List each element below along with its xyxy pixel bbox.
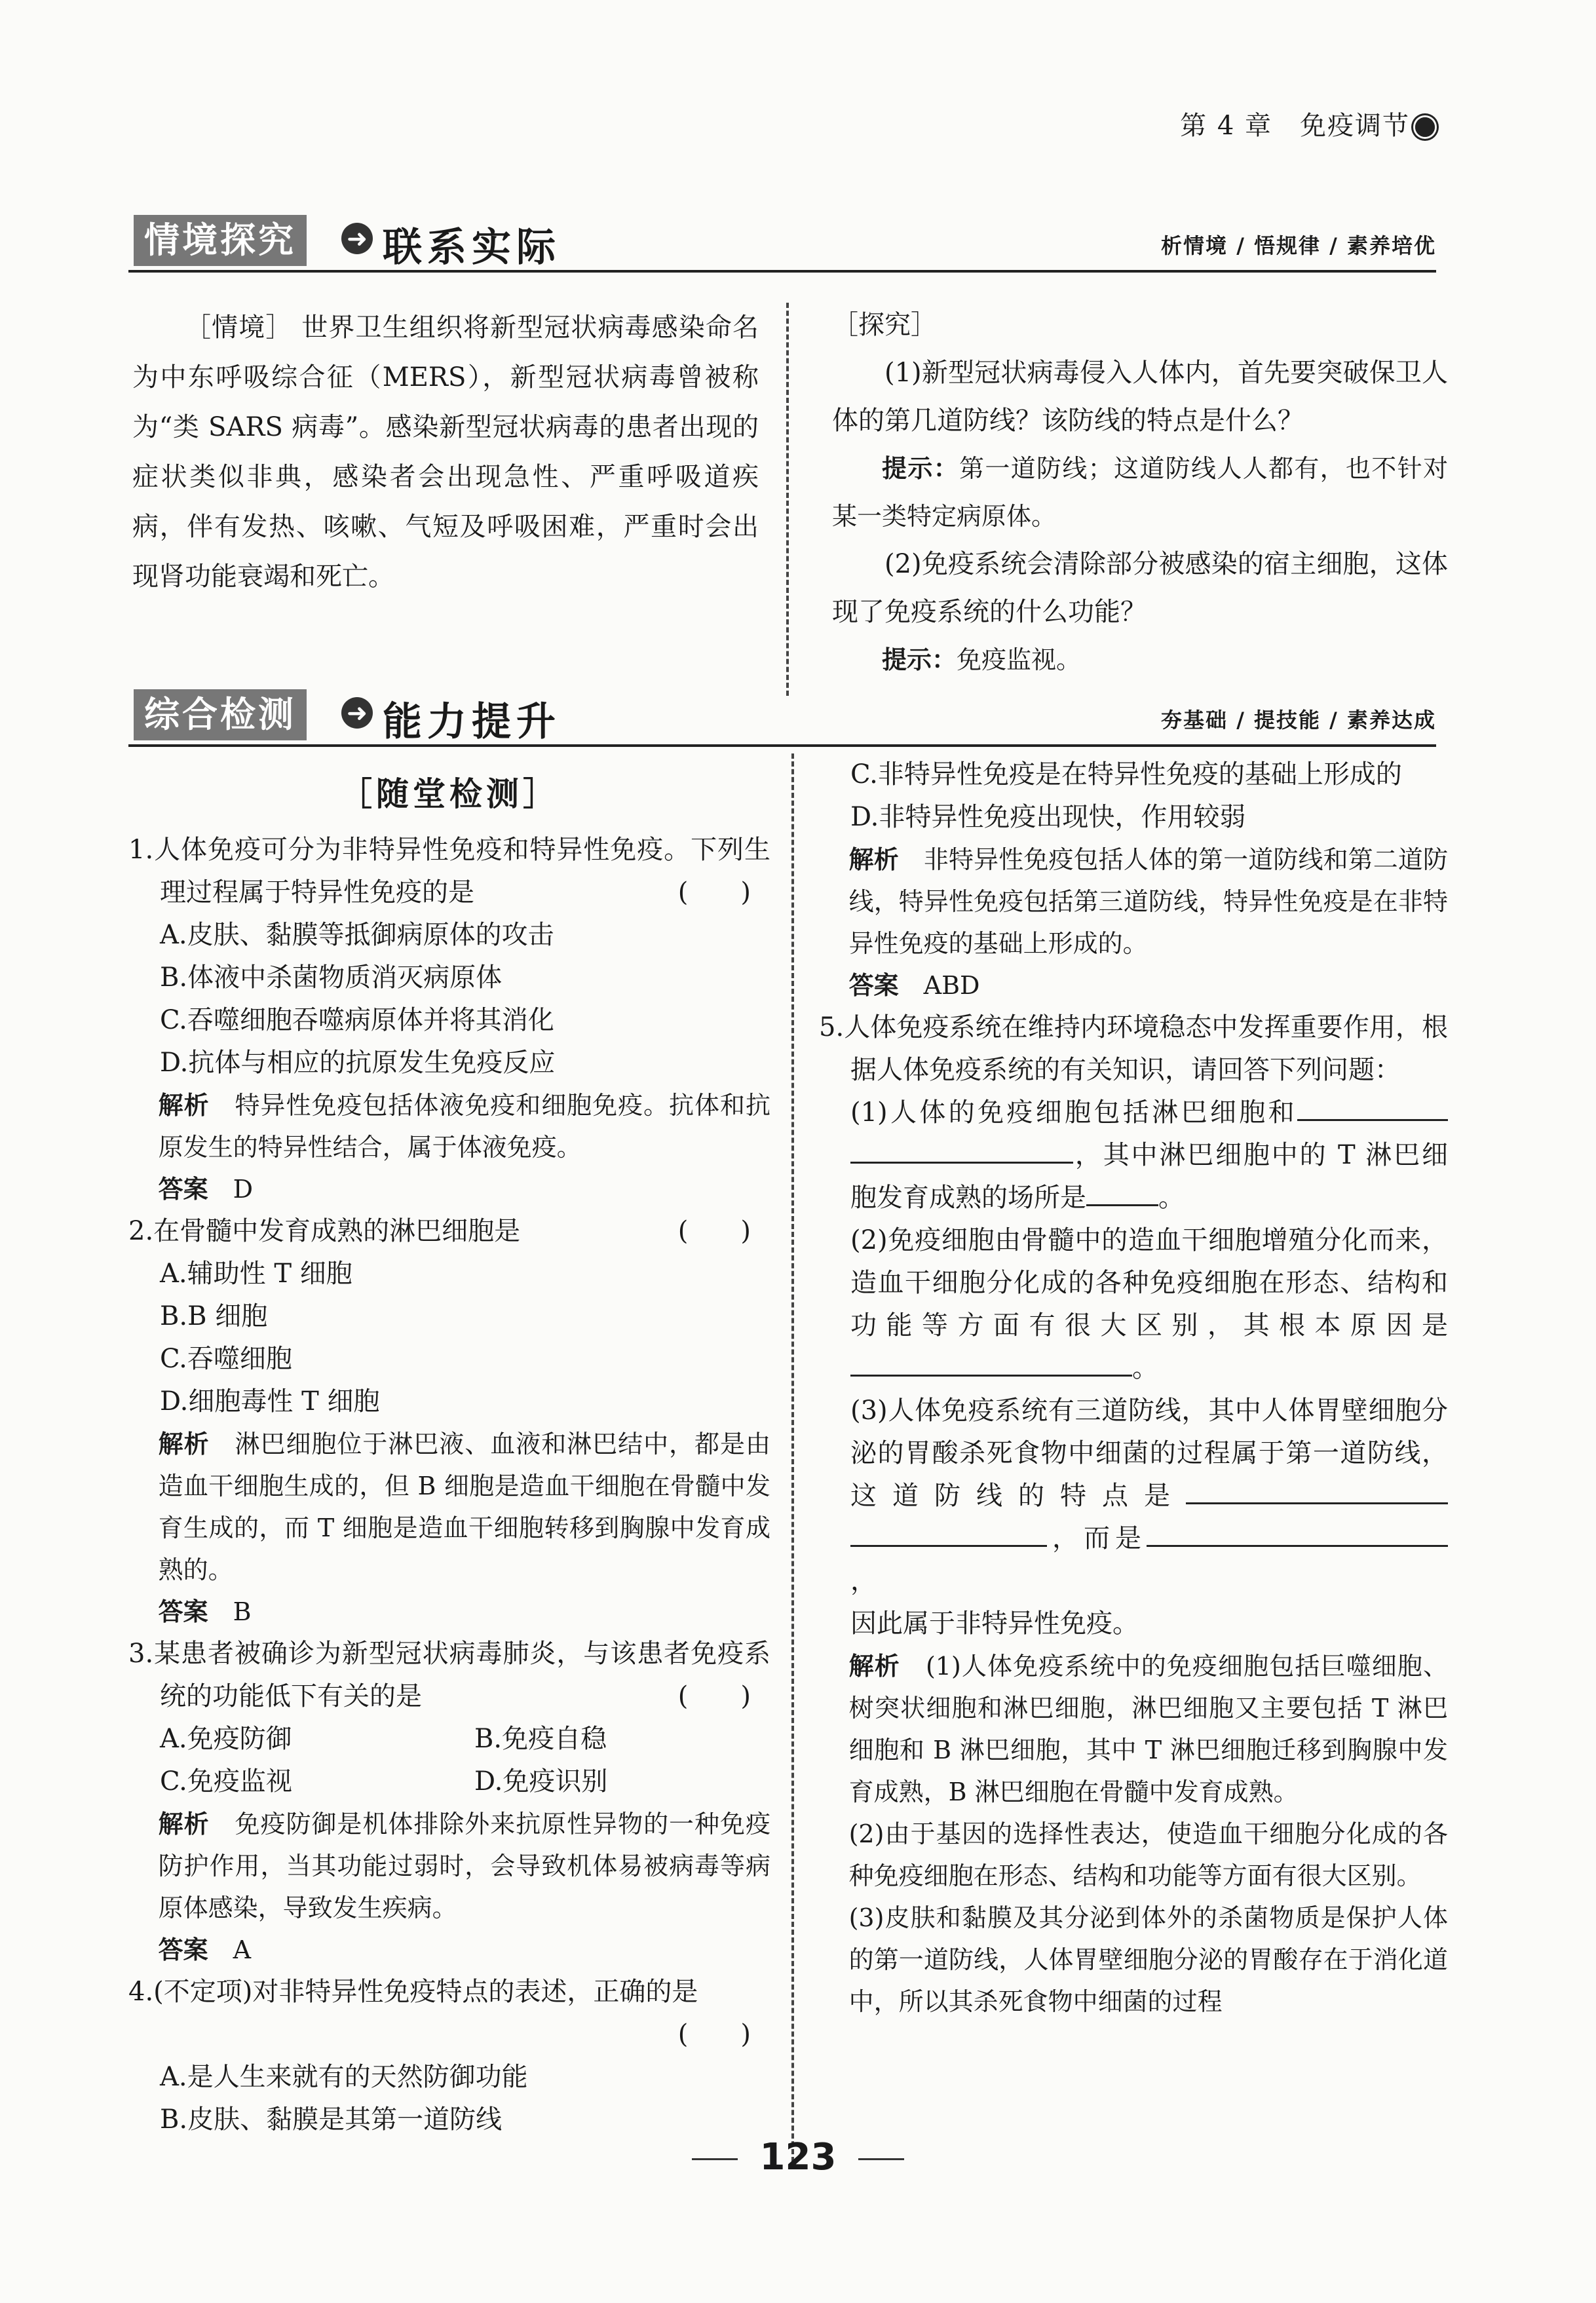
question-4-option: D.非特异性免疫出现快，作用较弱 xyxy=(850,802,1246,832)
question-5-part-1: (1)人体的免疫细胞包括淋巴细胞和，其中淋巴细胞中的 T 淋巴细胞发育成熟的场所是 。 xyxy=(819,1092,1448,1219)
column-divider xyxy=(786,303,789,696)
section-keywords: 夯基础 / 提技能 / 素养达成 xyxy=(1161,708,1436,733)
explore-question-2: (2)免疫系统会清除部分被感染的宿主细胞，这体现了免疫系统的什么功能？ xyxy=(832,549,1448,627)
chapter-title: 第 4 章 免疫调节 xyxy=(1180,111,1410,141)
question-4-answer: 答案 ABD xyxy=(848,971,980,1000)
question-1-option: D.抗体与相应的抗原发生免疫反应 xyxy=(160,1048,556,1078)
explore-question-1: (1)新型冠状病毒侵入人体内，首先要突破保卫人体的第几道防线？该防线的特点是什么？ xyxy=(832,358,1448,436)
question-2-stem: 2.在骨髓中发育成熟的淋巴细胞是 ( ) xyxy=(128,1216,751,1246)
question-4-option: C.非特异性免疫是在特异性免疫的基础上形成的 xyxy=(850,759,1402,790)
section-tag: 情境探究 xyxy=(134,215,307,266)
question-3-options-row: A.免疫防御 B.免疫自稳 xyxy=(160,1724,607,1754)
question-5-analysis-1: 解析 (1)人体免疫系统中的免疫细胞包括巨噬细胞、树突状细胞和淋巴细胞，淋巴细胞又主要包括 T 淋巴细胞和 B 淋巴细胞，其中 T 淋巴细胞迁移到胸腺中发育成熟，B 淋巴细胞在骨髓中发育成熟。 xyxy=(848,1652,1448,1806)
section-context-bar xyxy=(128,211,1436,273)
section-tag: 综合检测 xyxy=(134,689,307,740)
sub-title: ［随堂检测］ xyxy=(339,775,560,813)
question-1-option: B.体液中杀菌物质消灭病原体 xyxy=(160,962,503,993)
question-4-stem: 4.(不定项)对非特异性免疫特点的表述，正确的是 xyxy=(128,1977,698,2007)
question-2-analysis: 解析 淋巴细胞位于淋巴液、血液和淋巴结中，都是由造血干细胞生成的，但 B 细胞是造血干细胞在骨髓中发育生成的，而 T 细胞是造血干细胞转移到胸腺中发育成熟的。 xyxy=(158,1430,770,1584)
chapter-header xyxy=(1180,105,1435,142)
question-1-analysis: 解析 特异性免疫包括体液免疫和细胞免疫。抗体和抗原发生的特异性结合，属于体液免疫。 xyxy=(158,1091,770,1162)
question-5-part-3: (3)人体免疫系统有三道防线，其中人体胃壁细胞分泌的胃酸杀死食物中细菌的过程属于第一道防线，这道防线的特点是，而是， xyxy=(850,1396,1448,1596)
question-1-stem: 1.人体免疫可分为非特异性免疫和特异性免疫。下列生理过程属于特异性免疫的是 ( ) xyxy=(128,835,770,907)
question-4-paren: ( ) xyxy=(677,2019,751,2049)
section-keywords: 析情境 / 悟规律 / 素养培优 xyxy=(1161,233,1436,258)
section-title: 联系实际 xyxy=(383,225,561,271)
question-2-option: C.吞噬细胞 xyxy=(160,1344,292,1374)
question-2-answer: 答案 B xyxy=(158,1597,252,1626)
explore-label: ［探究］ xyxy=(832,310,937,340)
target-icon xyxy=(1415,117,1435,137)
column-divider xyxy=(791,753,794,2162)
question-4-option: A.是人生来就有的天然防御功能 xyxy=(160,2062,528,2092)
question-1-option: C.吞噬细胞吞噬病原体并将其消化 xyxy=(160,1005,554,1035)
section-title: 能力提升 xyxy=(383,699,561,745)
question-1-answer: 答案 D xyxy=(158,1175,254,1204)
right-column xyxy=(819,753,1448,2023)
question-2-option: A.辅助性 T 细胞 xyxy=(160,1259,352,1289)
question-4-analysis: 解析 非特异性免疫包括人体的第一道防线和第二道防线，特异性免疫包括第三道防线，特异性免疫是在非特异性免疫的基础上形成的。 xyxy=(848,845,1448,958)
explore-answer-1: 提示：第一道防线；这道防线人人都有，也不针对某一类特定病原体。 xyxy=(832,454,1448,531)
question-2-option: D.细胞毒性 T 细胞 xyxy=(160,1386,380,1417)
context-paragraph: ［情境］ 世界卫生组织将新型冠状病毒感染命名为中东呼吸综合征（MERS），新型冠状病毒曾被称为“类 SARS 病毒”。感染新型冠状病毒的患者出现的症状类似非典，感染者会出现急性、严重呼吸道疾病，伴有发热、咳嗽、气短及呼吸困难，严重时会出现肾功能衰竭和死亡。 xyxy=(132,313,759,592)
question-3-analysis: 解析 免疫防御是机体排除外来抗原性异物的一种免疫防护作用，当其功能过弱时，会导致机体易被病毒等病原体感染，导致发生疾病。 xyxy=(158,1810,770,1922)
question-5-part-3-end: 因此属于非特异性免疫。 xyxy=(850,1608,1139,1639)
left-column xyxy=(128,773,770,2141)
arrow-right-icon: ➜ xyxy=(341,223,373,254)
question-5-analysis-2: (2)由于基因的选择性表达，使造血干细胞分化成的各种免疫细胞在形态、结构和功能等方面有很大区别。 xyxy=(848,1819,1448,1890)
arrow-right-icon: ➜ xyxy=(341,697,373,729)
question-4-option: B.皮肤、黏膜是其第一道防线 xyxy=(160,2104,503,2135)
question-2-option: B.B 细胞 xyxy=(160,1301,268,1331)
section-test-bar xyxy=(128,685,1436,747)
page-number: 123 xyxy=(0,2136,1596,2179)
question-1-option: A.皮肤、黏膜等抵御病原体的攻击 xyxy=(160,920,554,950)
question-5-stem: 5.人体免疫系统在维持内环境稳态中发挥重要作用，根据人体免疫系统的有关知识，请回答下列问题： xyxy=(819,1012,1448,1085)
question-3-answer: 答案 A xyxy=(158,1935,252,1964)
question-5-part-2: (2)免疫细胞由骨髓中的造血干细胞增殖分化而来，造血干细胞分化成的各种免疫细胞在形态、结构和功能等方面有很大区别，其根本原因是。 xyxy=(850,1225,1448,1383)
question-3-options-row: C.免疫监视 D.免疫识别 xyxy=(160,1766,608,1797)
explore-answer-2: 提示：免疫监视。 xyxy=(882,645,1082,674)
explore-block xyxy=(832,301,1448,684)
question-5-analysis-3: (3)皮肤和黏膜及其分泌到体外的杀菌物质是保护人体的第一道防线，人体胃壁细胞分泌的胃酸存在于消化道中，所以其杀死食物中细菌的过程 xyxy=(848,1903,1448,2016)
question-3-stem: 3.某患者被确诊为新型冠状病毒肺炎，与该患者免疫系统的功能低下有关的是 ( ) xyxy=(128,1639,770,1711)
